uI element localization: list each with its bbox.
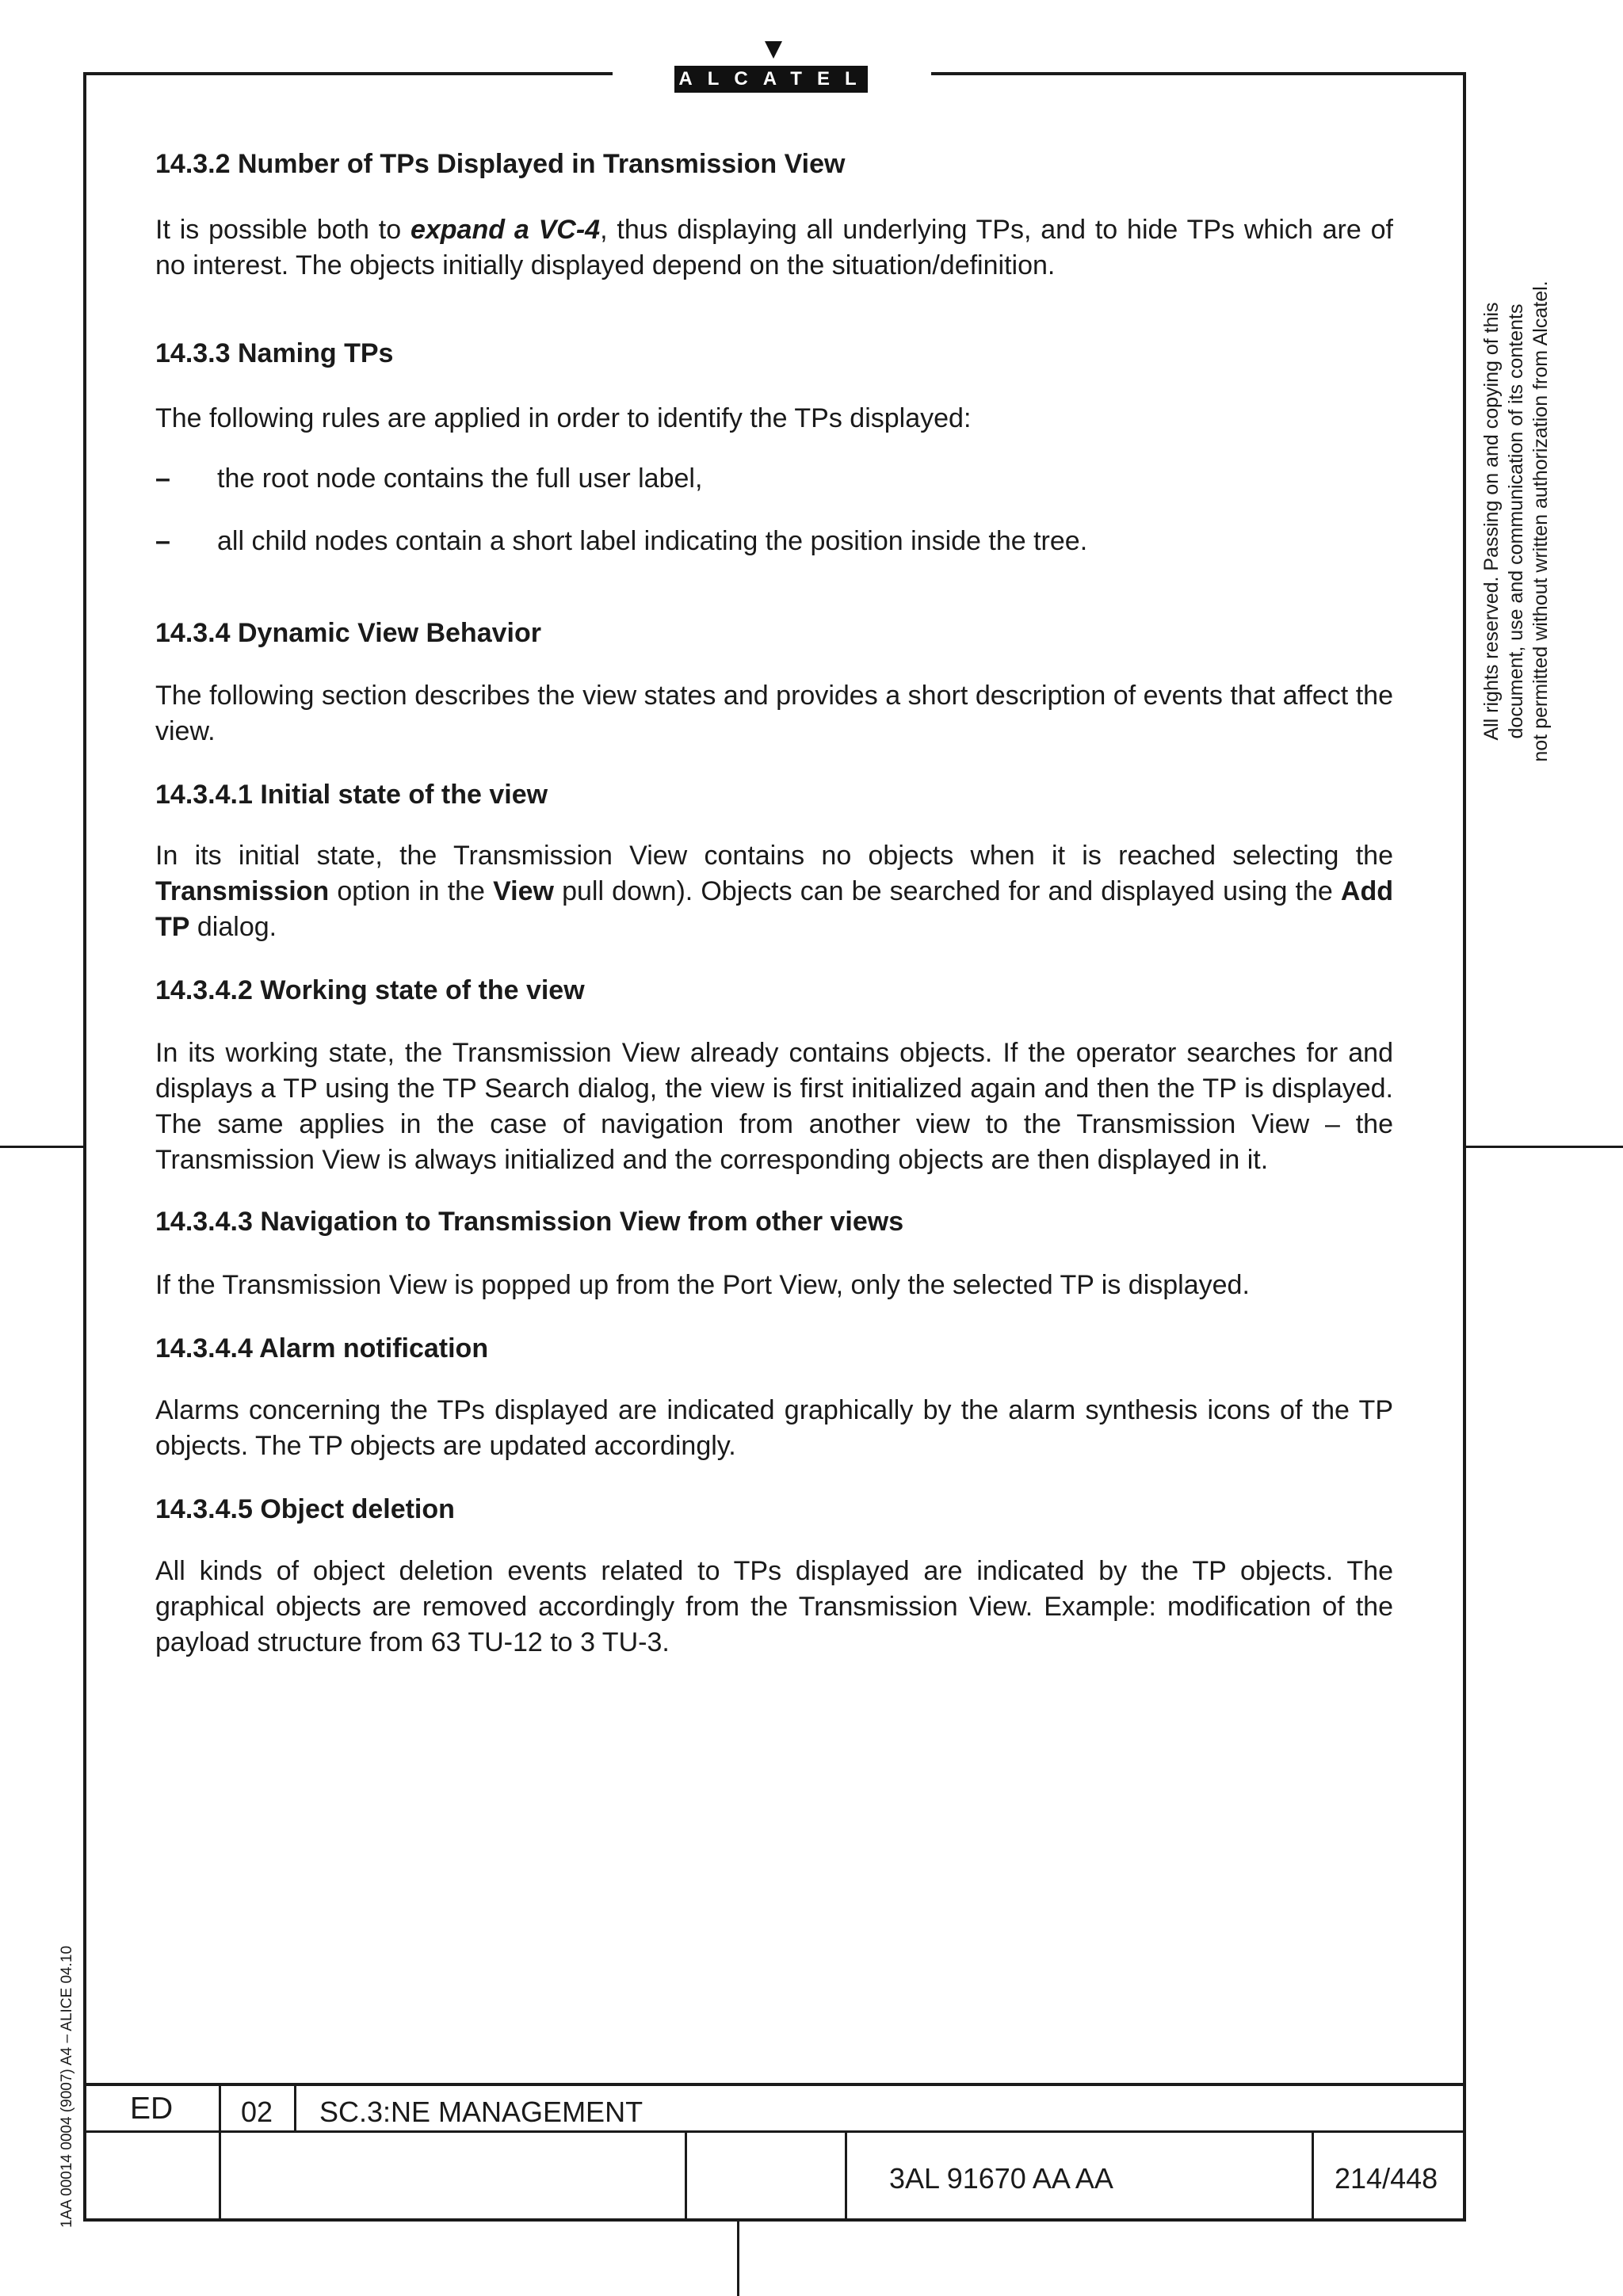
section-heading-14-3-4-2: 14.3.4.2 Working state of the view (155, 975, 585, 1005)
section-body-14-3-3: The following rules are applied in order to identify the TPs displayed: (155, 403, 972, 433)
section-body-14-3-4-4: Alarms concerning the TPs displayed are indicated graphically by the alarm synthesis icons of the TP objects. The TP objects are updated accordingly. (155, 1395, 1393, 1461)
section-body-14-3-4-1 (155, 838, 1393, 945)
edition-label: ED (130, 2092, 174, 2126)
body-text: option in the (329, 876, 494, 906)
footer-top-line (83, 2083, 1466, 2086)
section-body-14-3-4-2: In its working state, the Transmission View already contains objects. If the operator searches for and displays a TP using the TP Search dialog, the view is first initialized again and then the TP is displayed. The same applies in the case of navigation from another view to the Transmission View – the Transmission View is always initialized and the corresponding objects are then displayed in it. (155, 1038, 1393, 1175)
bullet-dash: – (155, 463, 170, 494)
section-body-14-3-4-5: All kinds of object deletion events related to TPs displayed are indicated by the TP objects. The graphical objects are removed accordingly from the Transmission View. Example: modification of the payload structure from 63 TU-12 to 3 TU-3. (155, 1556, 1393, 1657)
document-title: SC.3:NE MANAGEMENT (319, 2096, 643, 2128)
copyright-notice (1480, 244, 1553, 799)
section-heading-14-3-4-5: 14.3.4.5 Object deletion (155, 1494, 455, 1524)
emphasis-text: expand a VC-4 (410, 215, 601, 245)
body-text: , thus displaying all underlying TPs, and to hide TPs which are of no interest. The objects initially displayed depend on the situation/definition. (155, 215, 1393, 280)
section-body-14-3-4: The following section describes the view states and provides a short description of events that affect the view. (155, 681, 1393, 746)
section-heading-14-3-3: 14.3.3 Naming TPs (155, 338, 394, 368)
frame-top-left (83, 72, 613, 75)
form-code: 1AA 00014 0004 (9007) A4 – ALICE 04.10 (59, 1945, 75, 2228)
footer-col-4 (845, 2131, 847, 2220)
footer-mid-line (83, 2130, 1466, 2133)
document-number: 3AL 91670 AA AA (889, 2162, 1113, 2195)
bold-term: View (493, 876, 554, 906)
body-text: dialog. (189, 912, 277, 942)
section-heading-14-3-2: 14.3.2 Number of TPs Displayed in Transmission View (155, 149, 846, 179)
bold-term: Add TP (155, 876, 1393, 942)
section-heading-14-3-4: 14.3.4 Dynamic View Behavior (155, 618, 541, 648)
footer-col-2 (294, 2083, 296, 2132)
list-item-text: the root node contains the full user label, (217, 463, 703, 494)
page-number: 214/448 (1335, 2162, 1438, 2195)
body-text: It is possible both to (155, 215, 411, 245)
notice-line: document, use and communication of its contents (1505, 303, 1527, 739)
body-text: pull down). Objects can be searched for and displayed using the (553, 876, 1341, 906)
logo-triangle-icon (765, 41, 782, 59)
footer-col-5 (1312, 2131, 1314, 2220)
notice-line: All rights reserved. Passing on and copying of this (1480, 302, 1503, 741)
bold-term: Transmission (155, 876, 330, 906)
notice-line: not permitted without written authorization from Alcatel. (1529, 280, 1552, 762)
section-body-14-3-2 (155, 212, 1393, 284)
footer-col-3 (685, 2131, 687, 2220)
section-heading-14-3-4-3: 14.3.4.3 Navigation to Transmission View from other views (155, 1207, 904, 1237)
margin-mark-left (0, 1146, 83, 1148)
frame-top-right (931, 72, 1466, 75)
edition-value: 02 (241, 2096, 273, 2128)
footer-col-1 (219, 2083, 221, 2220)
fold-mark-bottom (737, 2222, 739, 2296)
section-heading-14-3-4-1: 14.3.4.1 Initial state of the view (155, 780, 548, 810)
margin-mark-right (1466, 1146, 1623, 1148)
alcatel-logo: ALCATEL (674, 66, 868, 93)
list-item-text: all child nodes contain a short label indicating the position inside the tree. (217, 526, 1088, 556)
section-heading-14-3-4-4: 14.3.4.4 Alarm notification (155, 1333, 489, 1363)
bullet-dash: – (155, 526, 170, 556)
section-body-14-3-4-3: If the Transmission View is popped up from the Port View, only the selected TP is displayed. (155, 1270, 1250, 1300)
frame-bottom (83, 2218, 1466, 2222)
frame-left (83, 72, 86, 2222)
body-text: In its initial state, the Transmission View contains no objects when it is reached selecting the (155, 841, 1393, 871)
